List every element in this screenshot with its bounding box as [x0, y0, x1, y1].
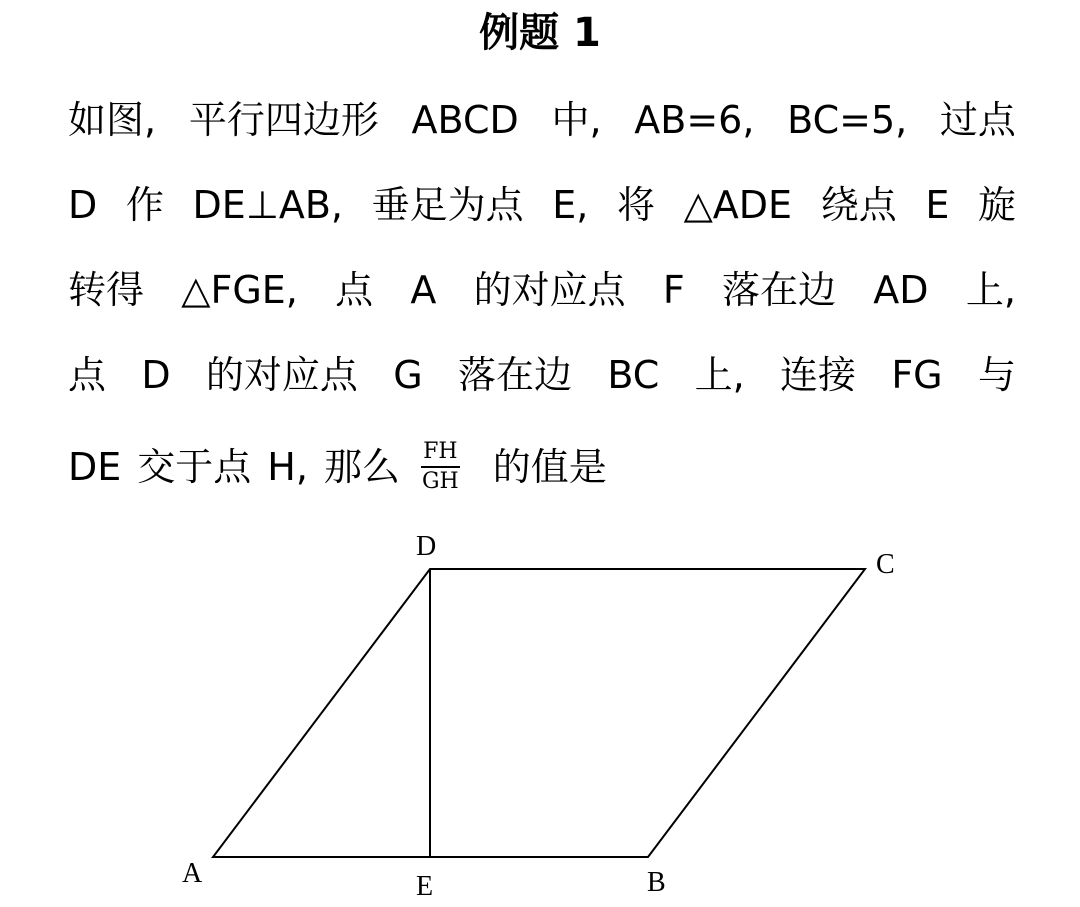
text-segment: DE⊥AB,	[192, 183, 344, 227]
fraction-numerator: FH	[421, 440, 459, 468]
text-segment: 平行四边形	[188, 98, 379, 142]
text-segment: 如图,	[68, 98, 157, 142]
text-segment: BC	[607, 353, 660, 397]
text-segment: AB=6,	[634, 98, 755, 142]
label-d: D	[416, 531, 437, 562]
text-segment: E,	[552, 183, 589, 227]
text-segment: BC=5,	[787, 98, 908, 142]
text-segment: 垂足为点	[371, 183, 524, 227]
text-segment: 转得	[68, 268, 145, 312]
text-segment: FG	[891, 353, 943, 397]
parallelogram-abcd	[213, 569, 865, 857]
text-segment: 的值是	[492, 445, 607, 489]
text-segment: 绕点	[820, 183, 897, 227]
text-segment: ABCD	[411, 98, 519, 142]
text-segment: 那么	[323, 445, 400, 489]
label-e: E	[416, 871, 434, 902]
text-segment: H,	[267, 445, 308, 489]
text-segment: AD	[873, 268, 929, 312]
text-segment: 上,	[965, 268, 1016, 312]
text-segment: D	[141, 353, 171, 397]
text-segment: D	[68, 183, 98, 227]
text-segment: DE	[68, 445, 122, 489]
text-segment: E	[925, 183, 950, 227]
text-segment: △ADE	[683, 183, 793, 227]
text-segment: 交于点	[137, 445, 252, 489]
text-segment: G	[393, 353, 423, 397]
text-segment: 旋	[977, 183, 1016, 227]
label-c: C	[876, 549, 895, 580]
text-segment: △FGE,	[181, 268, 298, 312]
text-segment: 作	[125, 183, 164, 227]
text-segment: F	[662, 268, 685, 312]
text-segment: 的对应点	[205, 353, 358, 397]
fraction-denominator: GH	[421, 469, 459, 494]
label-a: A	[182, 858, 203, 889]
label-b: B	[647, 867, 666, 898]
text-segment: 中,	[551, 98, 602, 142]
text-segment: 与	[977, 353, 1016, 397]
text-segment: 点	[68, 353, 107, 397]
text-segment: 落在边	[458, 353, 573, 397]
text-segment: 连接	[779, 353, 856, 397]
text-segment: 落在边	[722, 268, 837, 312]
problem-title: 例题 1	[479, 10, 601, 56]
text-segment: 过点	[939, 98, 1016, 142]
text-segment: 上,	[694, 353, 745, 397]
text-segment: 将	[616, 183, 655, 227]
text-segment: 点	[335, 268, 374, 312]
text-segment: 的对应点	[473, 268, 626, 312]
text-segment: A	[410, 268, 437, 312]
